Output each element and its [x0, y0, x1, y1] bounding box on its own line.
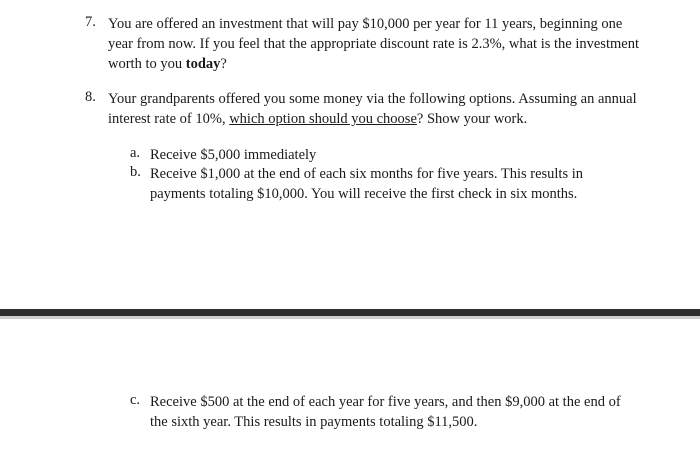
question-text-end: ?: [220, 56, 227, 72]
question-number: 8.: [85, 89, 96, 105]
option-label: a.: [130, 145, 141, 161]
underlined-phrase: which option should you choose: [229, 111, 417, 127]
question-text-end: ? Show your work.: [416, 111, 528, 127]
page-divider-shadow: [0, 316, 700, 319]
option-label: b.: [130, 164, 141, 180]
question-text: [108, 14, 648, 74]
page-divider: [0, 309, 700, 316]
option-label: c.: [130, 392, 141, 408]
question-number: 7.: [85, 14, 96, 30]
option-text: Receive $500 at the end of each year for five years, and then $9,000 at the end of the sixth year. This results in payments totaling $11,500.: [150, 394, 621, 430]
question-text: [108, 89, 648, 129]
emphasis-today: today: [185, 56, 221, 72]
option-text: Receive $1,000 at the end of each six months for five years. This results in payments totaling $10,000. You will receive the first check in six months.: [150, 166, 584, 202]
question-text-part: You are offered an investment that will pay $10,000 per year for 11 years, beginning one year from now. If you feel that the appropriate discount rate is 2.3%, what is the investment worth to you: [108, 16, 639, 72]
question-text-part: Your grandparents offered you some money via the following options. Assuming an annual interest rate of 10%,: [108, 91, 637, 127]
option-text: Receive $5,000 immediately: [150, 147, 317, 163]
